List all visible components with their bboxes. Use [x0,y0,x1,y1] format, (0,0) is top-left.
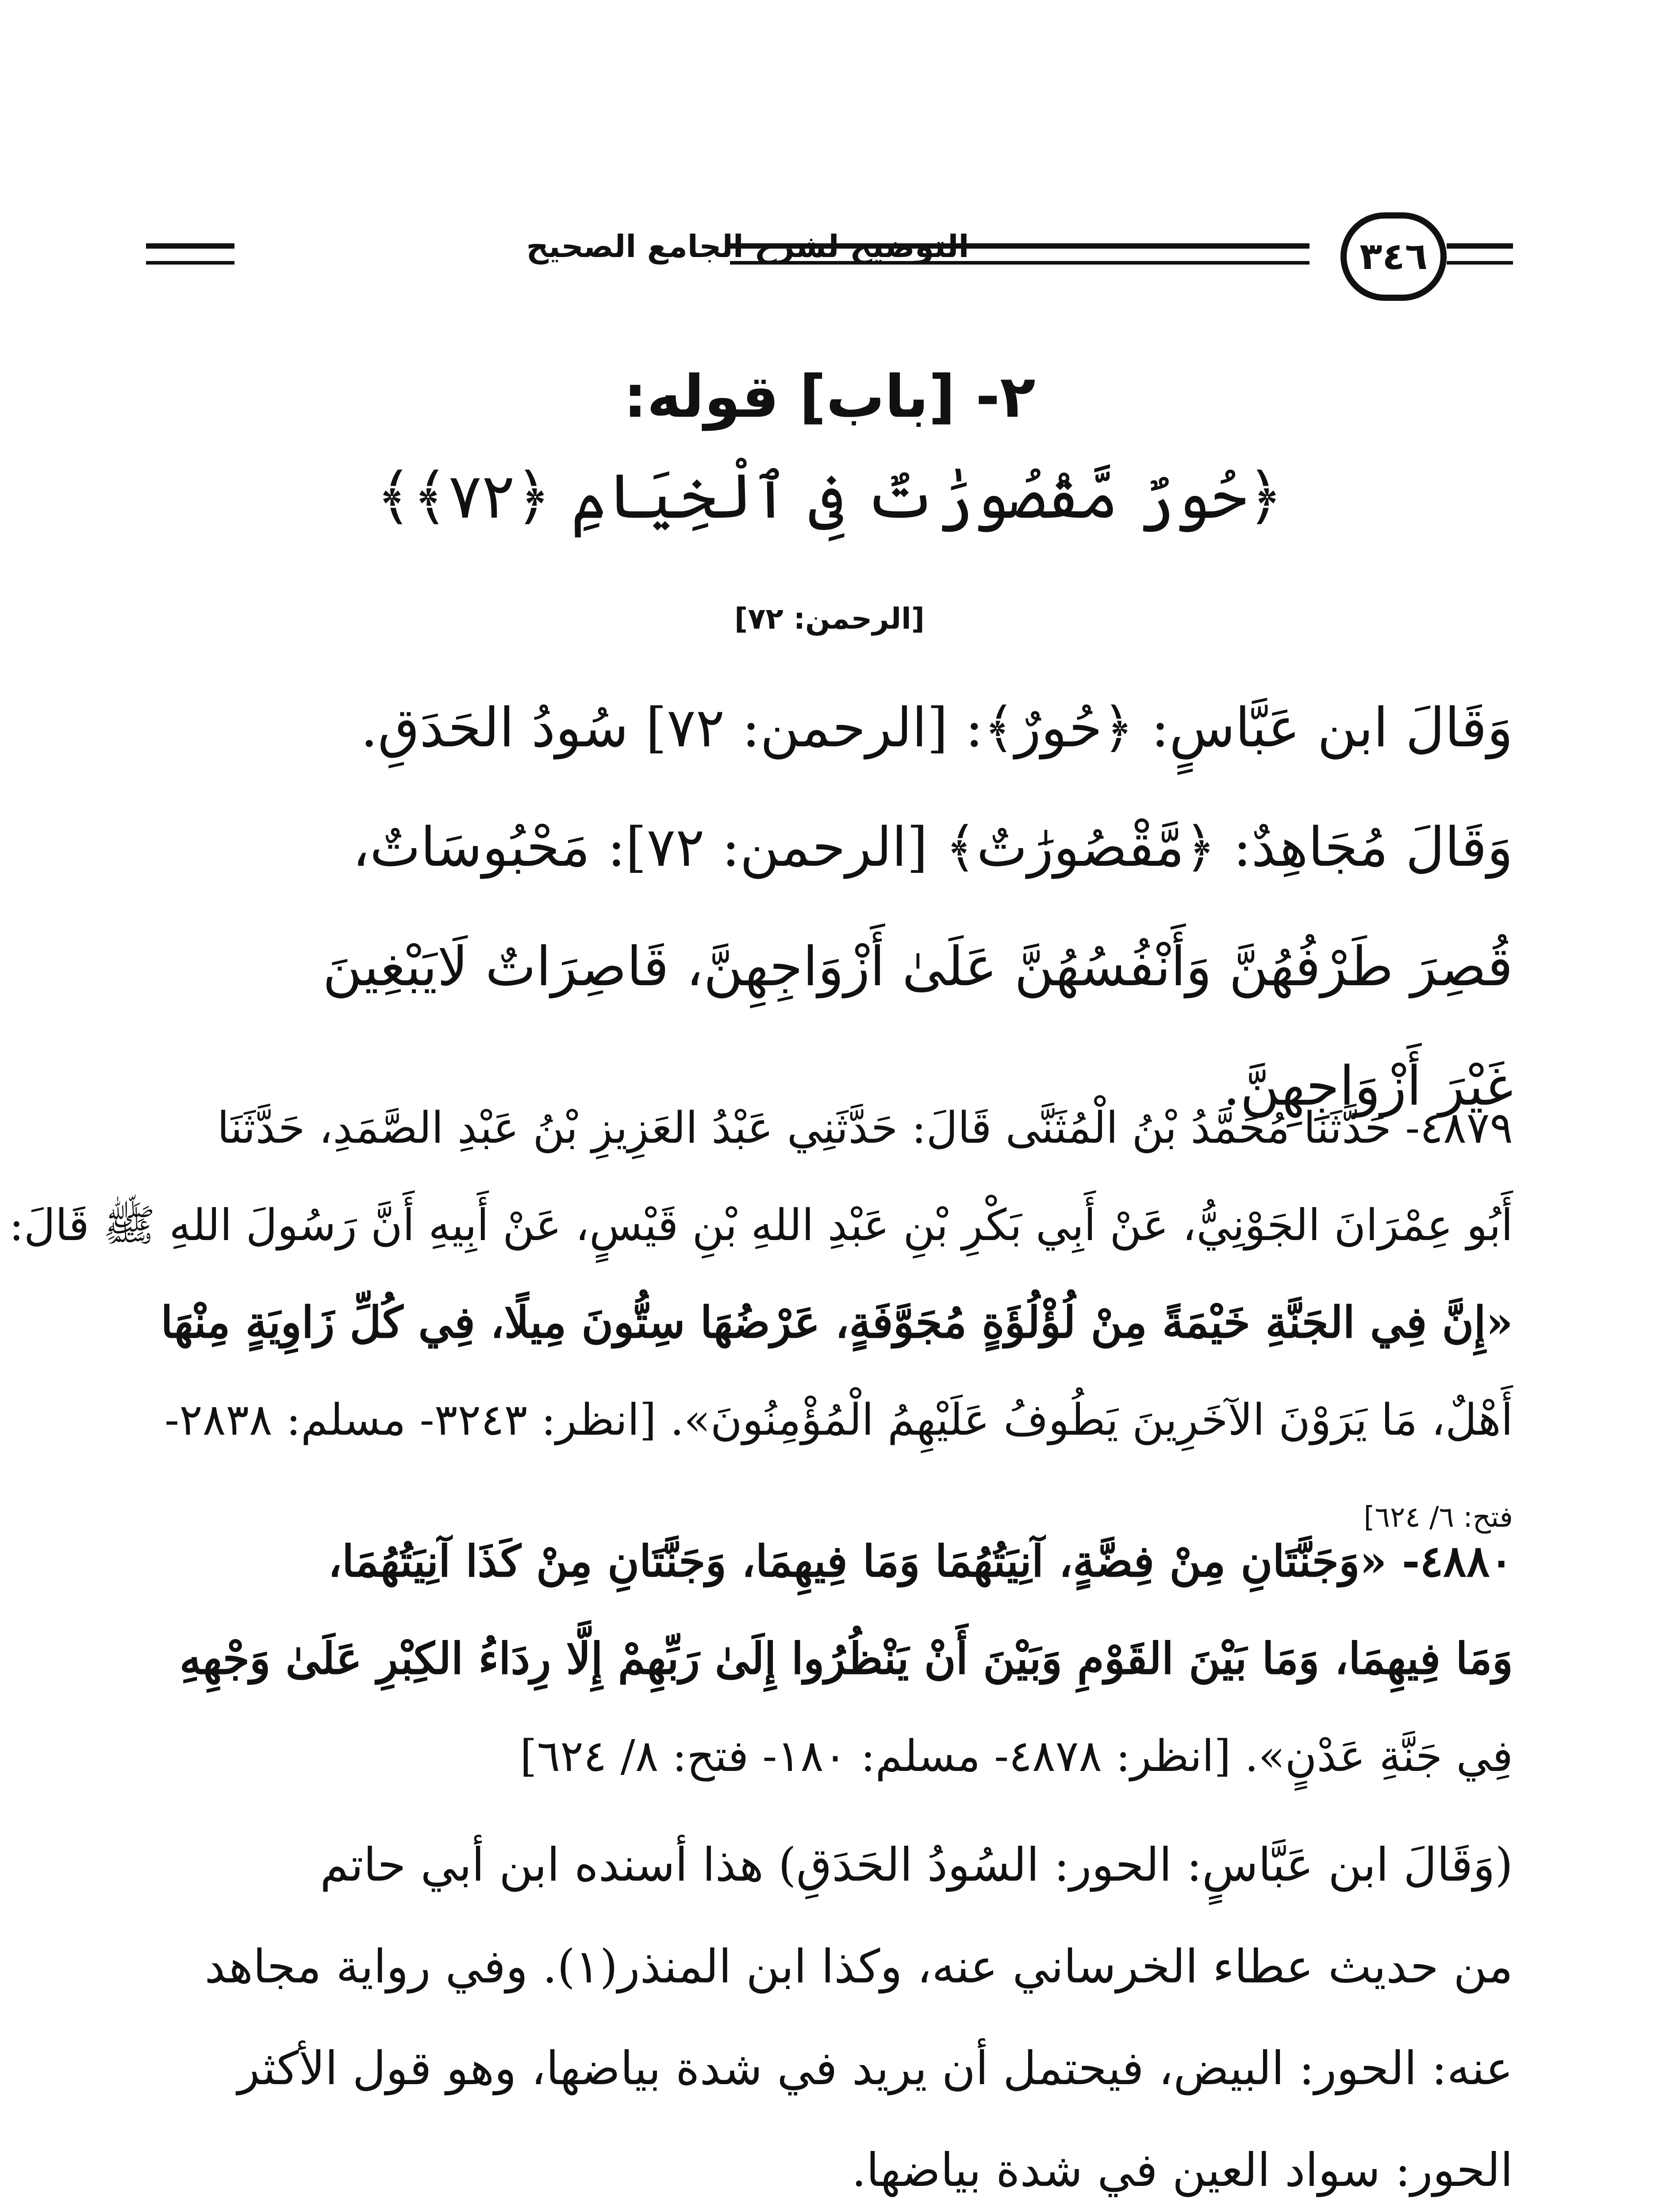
chapter-heading: ٢- [باب] قوله: [623,363,1036,431]
commentary-1-line: غَيْرَ أَزْوَاجِهِنَّ. [1223,1055,1513,1118]
commentary-1-line: وَقَالَ ابن عَبَّاسٍ: ﴿حُورٌ﴾: [الرحمن: ٧٢] سُودُ الحَدَقِ. [361,696,1513,759]
hadith-4880 [146,1513,1513,1805]
header-rule-middle-thin [730,261,1310,265]
commentary-1-line: وَقَالَ مُجَاهِدٌ: ﴿مَّقْصُورَٰتٌ﴾ [الرحمن: ٧٢]: مَحْبُوسَاتٌ، [352,816,1513,879]
verse-reference: [الرحمن: ٧٢] [734,602,925,636]
commentary-2-line: (وَقَالَ ابن عَبَّاسٍ: الحور: السُودُ الحَدَقِ) هذا أسنده ابن أبي حاتم [320,1838,1513,1892]
header-rule-right [1447,243,1513,249]
commentary-1-line: قُصِرَ طَرْفُهُنَّ وَأَنْفُسُهُنَّ عَلَىٰ أَزْوَاجِهِنَّ، قَاصِرَاتٌ لَايَبْغِينَ [323,935,1513,998]
commentary-1 [146,668,1513,1146]
header-rule-left-thin [146,261,234,265]
running-header [146,195,1513,319]
header-rule-right-thin [1447,261,1513,265]
commentary-2-line: عنه: الحور: البيض، فيحتمل أن يريد في شدة بياضها، وهو قول الأكثر [238,2041,1513,2095]
hadith-4880-line: ٤٨٨٠- «وَجَنَّتَانِ مِنْ فِضَّةٍ، آنِيَتُهُمَا وَمَا فِيهِمَا، وَجَنَّتَانِ مِنْ كَذَا آنِيَتُهُمَا، [328,1536,1513,1587]
book-title: التوضيح لشرح الجامع الصحيح [526,228,969,265]
hadith-4880-line: فِي جَنَّةِ عَدْنٍ». [انظر: ٤٨٧٨- مسلم: ١٨٠- فتح: ٨/ ٦٢٤] [520,1731,1513,1782]
hadith-4879-line: أَهْلٌ، مَا يَرَوْنَ الآخَرِينَ يَطُوفُ عَلَيْهِمُ الْمُؤْمِنُونَ». [انظر: ٣٢٤٣- مسلم: ٢٨٣٨- [165,1395,1513,1445]
page-number: ٣٤٦ [1340,212,1447,301]
hadith-4880-line: وَمَا فِيهِمَا، وَمَا بَيْنَ القَوْمِ وَبَيْنَ أَنْ يَنْظُرُوا إِلَىٰ رَبِّهِمْ إِلَّا رِدَاءُ الكِبْرِ عَلَىٰ وَجْهِهِ [179,1633,1513,1684]
header-rule-middle [730,243,1310,249]
hadith-4879-line: أَبُو عِمْرَانَ الجَوْنِيُّ، عَنْ أَبِي بَكْرِ بْنِ عَبْدِ اللهِ بْنِ قَيْسٍ، عَنْ أَبِيهِ أَنَّ رَسُولَ اللهِ ﷺ قَالَ: [9,1200,1513,1251]
hadith-4879-line: «إِنَّ فِي الجَنَّةِ خَيْمَةً مِنْ لُؤْلُؤَةٍ مُجَوَّفَةٍ، عَرْضُهَا سِتُّونَ مِيلًا، فِي كُلِّ زَاوِيَةٍ مِنْهَا [161,1297,1513,1348]
commentary-2-line: الحور: سواد العين في شدة بياضها. [852,2143,1513,2197]
hadith-4879-line: ٤٨٧٩- حَدَّثَنَا مُحَمَّدُ بْنُ الْمُثَنَّى قَالَ: حَدَّثَنِي عَبْدُ العَزِيزِ بْنُ عَبْدِ الصَّمَدِ، حَدَّثَنَا [217,1103,1513,1153]
hadith-4879-reference: فتح: ٦/ ٦٢٤] [1363,1501,1513,1534]
commentary-2 [146,1814,1513,2212]
hadith-4879 [9,1079,1513,1566]
header-rule-left [146,243,234,249]
commentary-2-line: من حديث عطاء الخرساني عنه، وكذا ابن المنذر(١). وفي رواية مجاهد [204,1939,1513,1993]
quran-verse: ﴿حُورٌ مَّقْصُورَٰتٌ فِى ٱلْخِيَامِ ﴿٧٢﴾﴾ [376,461,1283,533]
